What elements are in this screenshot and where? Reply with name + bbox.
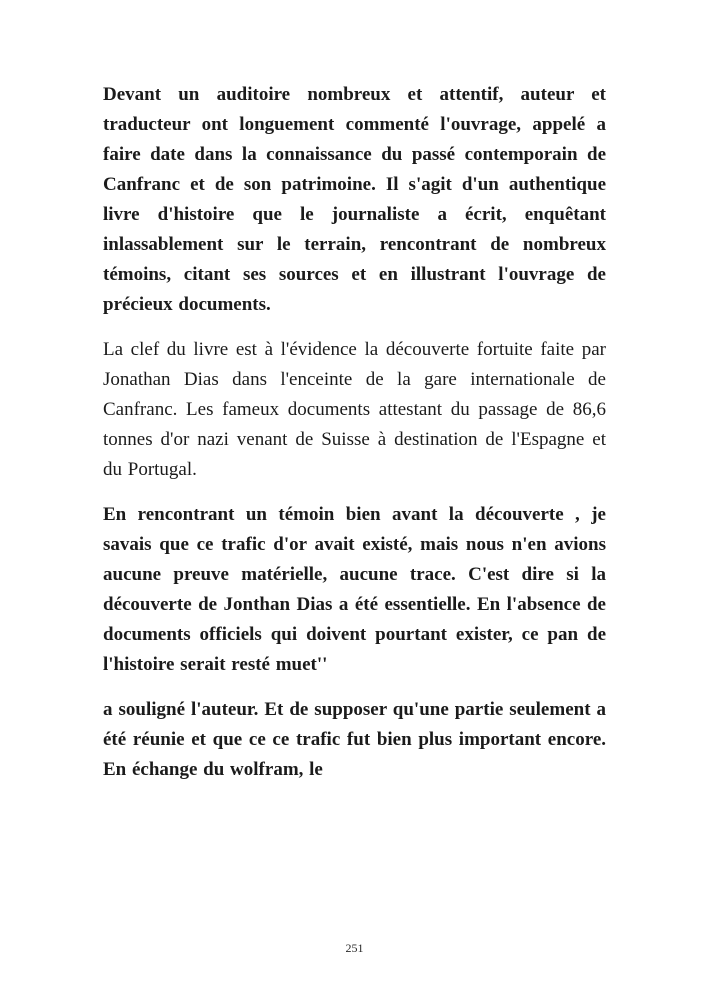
paragraph-3: En rencontrant un témoin bien avant la découverte , je savais que ce trafic d'or avait existé, mais nous n'en avions aucune preuve matérielle, aucune trace. C'est dire si la découverte de Jonthan Dias a été essentielle. En l'absence de documents officiels qui doivent pourtant exister, ce pan de l'histoire serait resté muet'' xyxy=(103,504,606,675)
paragraph-1: Devant un auditoire nombreux et attentif, auteur et traducteur ont longuement commenté l'ouvrage, appelé a faire date dans la connaissance du passé contemporain de Canfranc et de son patrimoine. Il s'agit d'un authentique livre d'histoire que le journaliste a écrit, enquêtant inlassablement sur le terrain, rencontrant de nombreux témoins, citant ses sources et en illustrant l'ouvrage de précieux documents. xyxy=(103,84,606,315)
text-block xyxy=(103,80,606,800)
paragraph-4: a souligné l'auteur. Et de supposer qu'une partie seulement a été réunie et que ce ce trafic fut bien plus important encore. En échange du wolfram, le xyxy=(103,699,606,780)
paragraph-2: La clef du livre est à l'évidence la découverte fortuite faite par Jonathan Dias dans l'enceinte de la gare internationale de Canfranc. Les fameux documents attestant du passage de 86,6 tonnes d'or nazi venant de Suisse à destination de l'Espagne et du Portugal. xyxy=(103,339,606,480)
page-number: 251 xyxy=(345,941,364,955)
